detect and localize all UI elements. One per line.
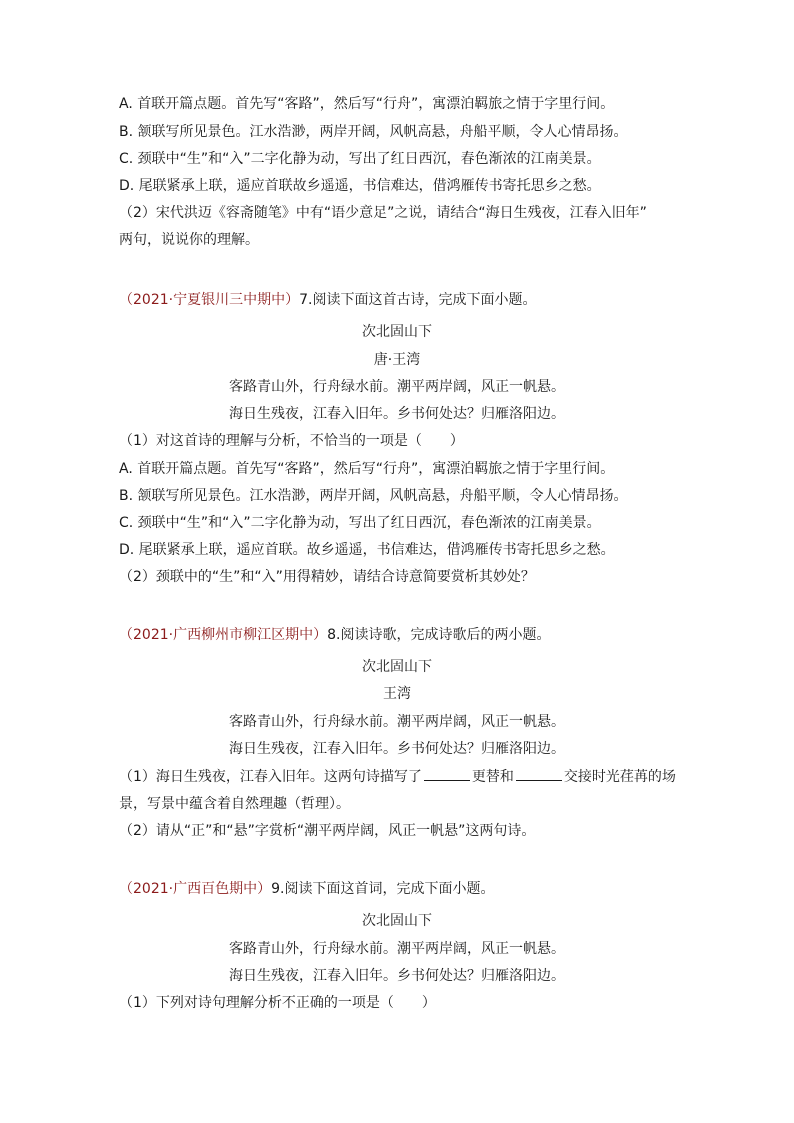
option-b: B. 颔联写所见景色。江水浩渺，两岸开阔，风帆高悬，舟船平顺，令人心情昂扬。: [119, 124, 628, 140]
option-d: D. 尾联紧承上联，遥应首联。故乡遥遥，书信难达，借鸿雁传书寄托思乡之愁。: [119, 542, 615, 558]
source-tag: （2021·广西柳州市柳江区期中）: [119, 627, 328, 643]
poem-author: 唐·王湾: [373, 352, 421, 368]
question-7-header: [119, 290, 679, 310]
option-a: A. 首联开篇点题。首先写“客路”，然后写“行舟”，寓漂泊羁旅之情于字里行间。: [119, 96, 615, 112]
poem-line-2: 海日生残夜，江春入旧年。乡书何处达？归雁洛阳边。: [229, 968, 565, 984]
poem-author: 王湾: [383, 686, 411, 702]
question-1: （1）对这首诗的理解与分析，不恰当的一项是（ ）: [119, 433, 464, 449]
poem-line-1: 客路青山外，行舟绿水前。潮平两岸阔，风正一帆悬。: [229, 714, 565, 730]
question-2: （2）请从“正”和“悬”字赏析“潮平两岸阔，风正一帆悬”这两句诗。: [119, 823, 536, 839]
poem-title: 次北固山下: [362, 324, 432, 340]
question-text: 更替和: [471, 769, 514, 785]
option-b: B. 颔联写所见景色。江水浩渺，两岸开阔，风帆高悬，舟船平顺，令人心情昂扬。: [119, 488, 628, 504]
poem-line-1: 客路青山外，行舟绿水前。潮平两岸阔，风正一帆悬。: [229, 379, 565, 395]
answer-blank[interactable]: [516, 766, 562, 781]
option-c: C. 颈联中“生”和“入”二字化静为动，写出了红日西沉，春色渐浓的江南美景。: [119, 515, 601, 531]
source-tag: （2021·广西百色期中）: [119, 881, 272, 897]
poem-title: 次北固山下: [362, 659, 432, 675]
question-9-header: [119, 879, 679, 899]
option-a: A. 首联开篇点题。首先写“客路”，然后写“行舟”，寓漂泊羁旅之情于字里行间。: [119, 461, 615, 477]
source-tag: （2021·宁夏银川三中期中）: [119, 292, 300, 308]
answer-blank[interactable]: [424, 766, 470, 781]
question-1: （1）下列对诗句理解分析不正确的一项是（ ）: [119, 995, 436, 1011]
question-text: 交接时光荏苒的场: [563, 769, 676, 785]
poem-line-2: 海日生残夜，江春入旧年。乡书何处达？归雁洛阳边。: [229, 741, 565, 757]
question-8-header: [119, 625, 679, 645]
poem-line-1: 客路青山外，行舟绿水前。潮平两岸阔，风正一帆悬。: [229, 941, 565, 957]
poem-title: 次北固山下: [362, 913, 432, 929]
option-c: C. 颈联中“生”和“入”二字化静为动，写出了红日西沉，春色渐浓的江南美景。: [119, 151, 601, 167]
question-2-line-2: 两句，说说你的理解。: [119, 232, 259, 248]
question-intro: 9.阅读下面这首词，完成下面小题。: [271, 881, 495, 897]
poem-line-2: 海日生残夜，江春入旧年。乡书何处达？归雁洛阳边。: [229, 406, 565, 422]
option-d: D. 尾联紧承上联，遥应首联故乡遥遥，书信难达，借鸿雁传书寄托思乡之愁。: [119, 178, 601, 194]
question-2-line-1: （2）宋代洪迈《容斋随笔》中有“语少意足”之说，请结合“海日生残夜，江春入旧年”: [119, 205, 647, 221]
question-2: （2）颈联中的“生”和“入”用得精妙，请结合诗意简要赏析其妙处？: [119, 569, 535, 585]
question-text: （1）海日生残夜，江春入旧年。这两句诗描写了: [119, 769, 422, 785]
question-1-line-1: [119, 766, 679, 787]
question-1-line-2: 景，写景中蕴含着自然理趣（哲理）。: [119, 796, 350, 812]
question-intro: 7.阅读下面这首古诗，完成下面小题。: [299, 292, 537, 308]
question-intro: 8.阅读诗歌，完成诗歌后的两小题。: [327, 627, 551, 643]
